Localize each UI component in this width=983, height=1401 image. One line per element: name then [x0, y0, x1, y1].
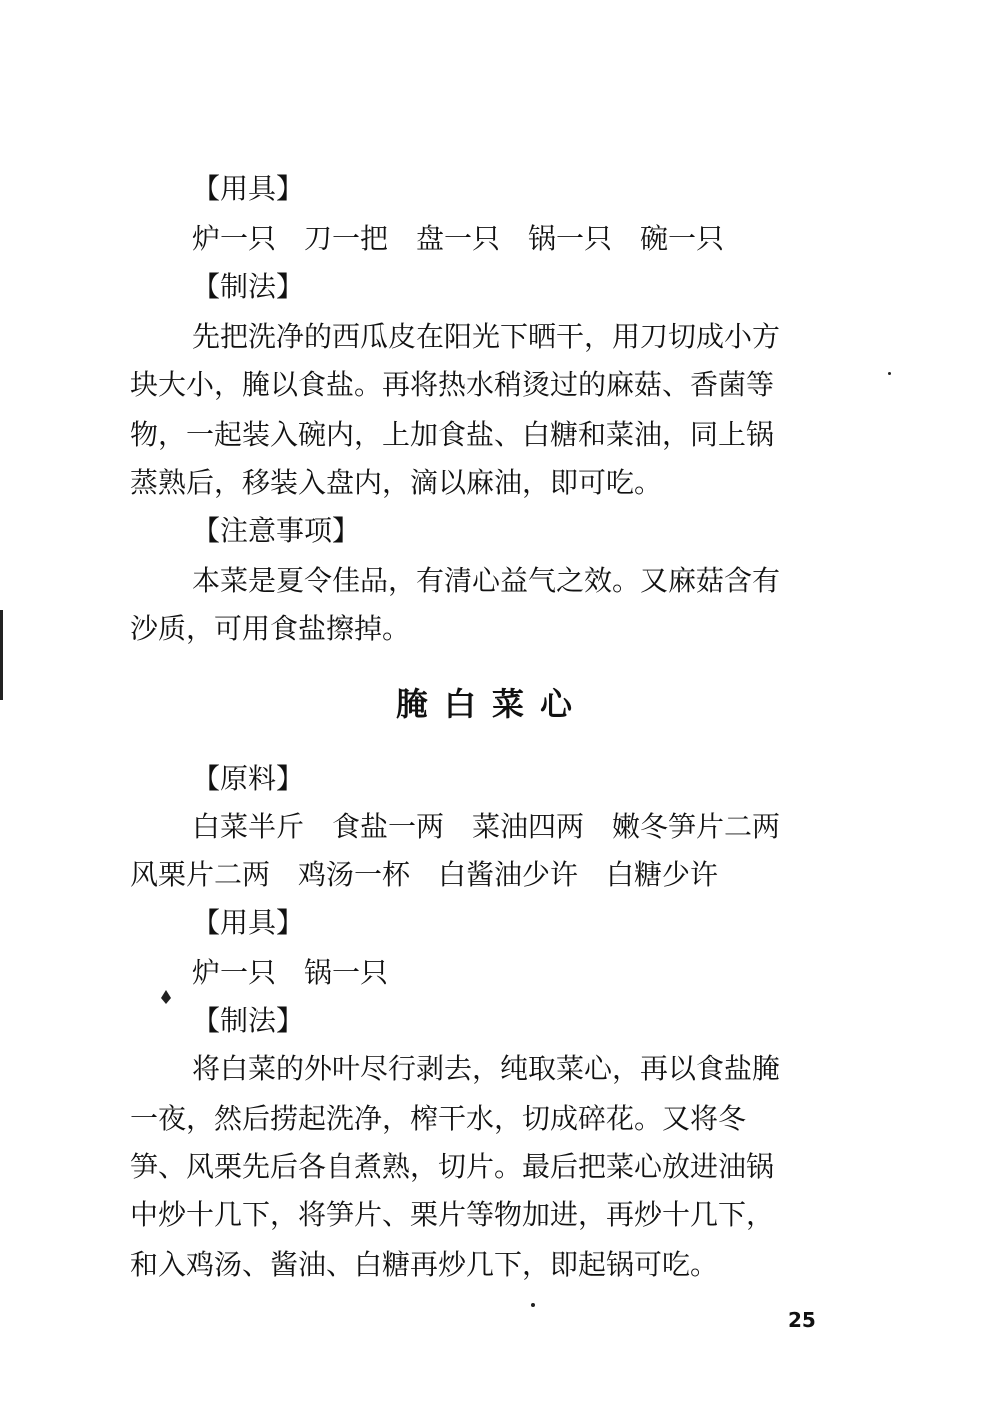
method-line-2: 和入鸡汤、酱油、白糖再炒几下，即起锅可吃。: [130, 1248, 719, 1281]
tools-heading: 【用具】: [192, 172, 305, 205]
ingredients-heading: 【原料】: [192, 762, 305, 795]
scan-edge-line: [0, 610, 3, 700]
ingredients-line: 风栗片二两 鸡汤一杯 白酱油少许 白糖少许: [130, 858, 719, 891]
ink-blot-mark: [160, 990, 172, 1004]
notes-line: 本菜是夏令佳品，有清心益气之效。又麻菇含有: [192, 564, 781, 597]
method-line: 蒸熟后，移装入盘内，滴以麻油，即可吃。: [130, 466, 663, 499]
tools-line-2: 炉一只 锅一只: [192, 956, 389, 989]
recipe-title: 腌白菜心: [396, 685, 589, 723]
method-line: 先把洗净的西瓜皮在阳光下晒干，用刀切成小方: [192, 320, 781, 353]
method-line: 块大小，腌以食盐。再将热水稍烫过的麻菇、香菌等: [130, 368, 775, 401]
method-line-2: 一夜，然后捞起洗净，榨干水，切成碎花。又将冬: [130, 1102, 747, 1135]
method-heading-2: 【制法】: [192, 1004, 305, 1037]
notes-line: 沙质，可用食盐擦掉。: [130, 612, 411, 645]
method-line: 物，一起装入碗内，上加食盐、白糖和菜油，同上锅: [130, 418, 775, 451]
speck: [888, 372, 891, 375]
page-number: 25: [788, 1308, 816, 1332]
method-line-2: 笋、风栗先后各自煮熟，切片。最后把菜心放进油锅: [130, 1150, 775, 1183]
speck: [531, 1303, 535, 1307]
method-line-2: 中炒十几下，将笋片、栗片等物加进，再炒十几下，: [130, 1198, 775, 1231]
method-line-2: 将白菜的外叶尽行剥去，纯取菜心，再以食盐腌: [192, 1052, 781, 1085]
method-heading: 【制法】: [192, 270, 305, 303]
ingredients-line: 白菜半斤 食盐一两 菜油四两 嫩冬笋片二两: [192, 810, 781, 843]
tools-heading-2: 【用具】: [192, 906, 305, 939]
notes-heading: 【注意事项】: [192, 514, 361, 547]
tools-line: 炉一只 刀一把 盘一只 锅一只 碗一只: [192, 222, 725, 255]
